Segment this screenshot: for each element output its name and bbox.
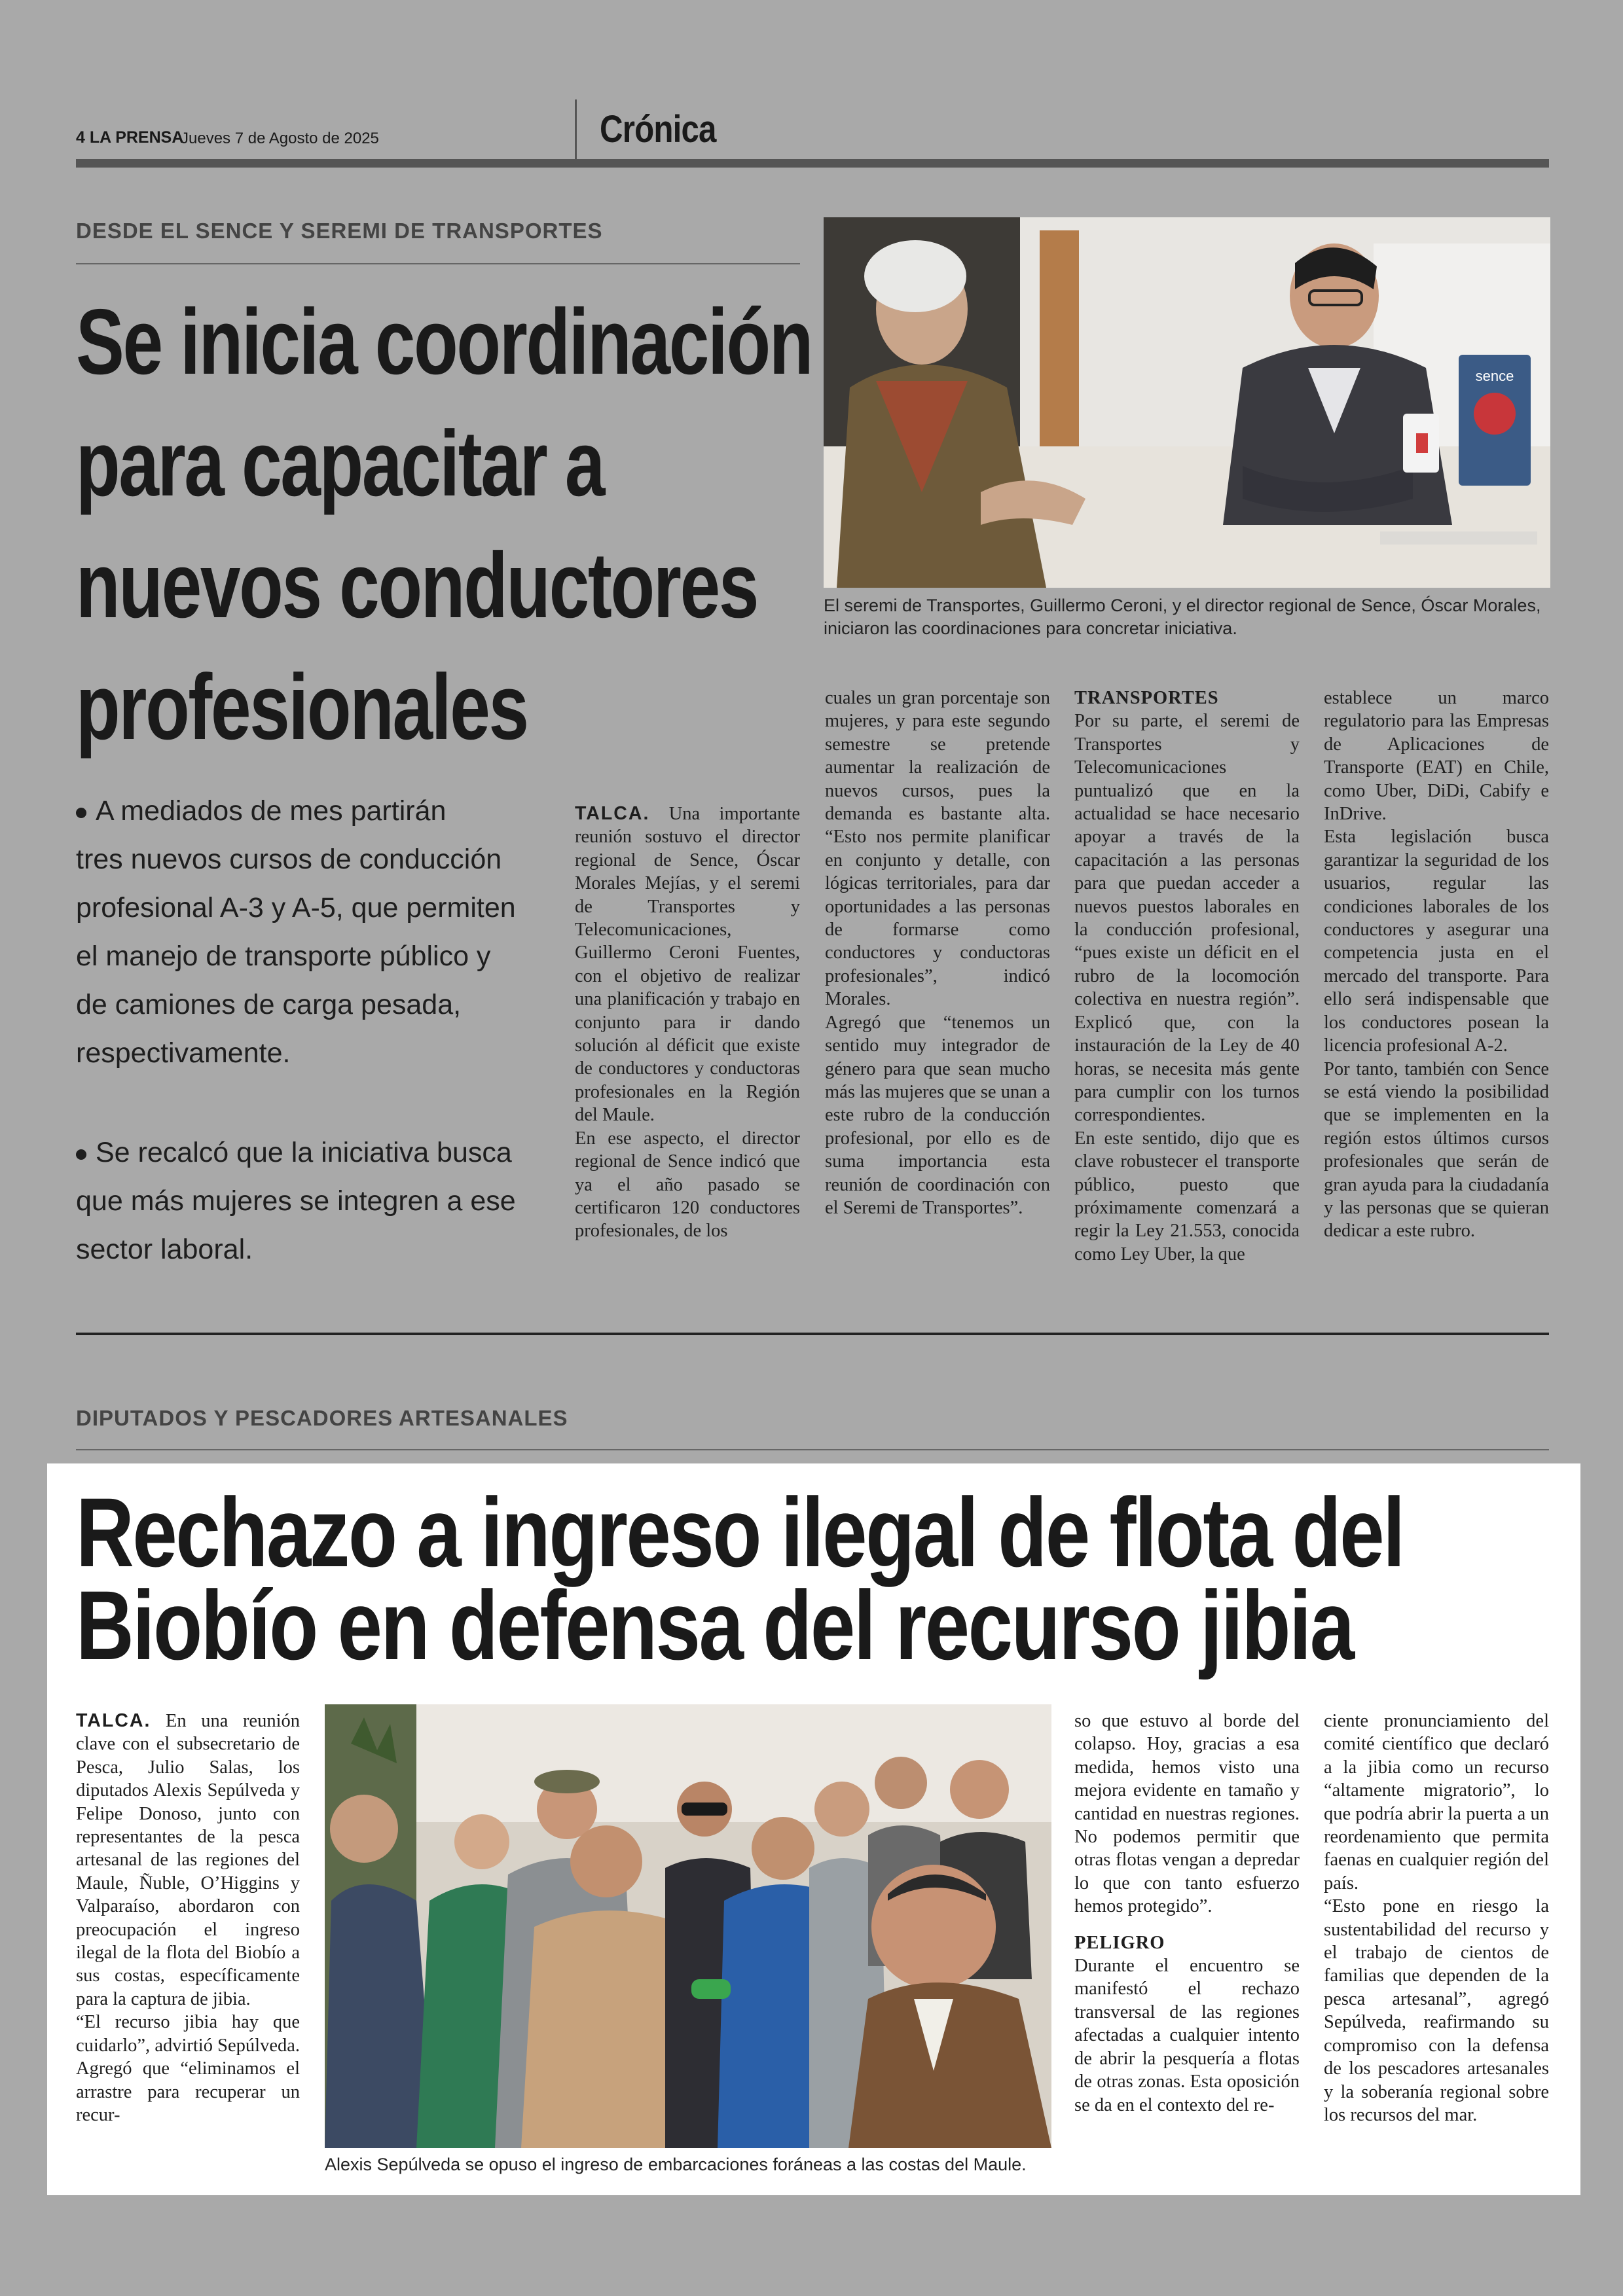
bullet-line: profesional A-3 y A-5, que permiten [76,892,516,924]
bullet-line: A mediados de mes partirán [96,795,447,827]
meeting-photo-caption: El seremi de Transportes, Guillermo Ceroni, y el director regional de Sence, Óscar Morales, iniciaron las coordinaciones para concretar iniciativa. [824,596,1541,638]
paper-name: LA PRENSA [89,128,184,147]
headline-line: Biobío en defensa del recurso jibia [76,1570,1353,1680]
bullet-line: de camiones de carga pesada, [76,989,462,1020]
body-paragraph: establece un marco regulatorio para las Empresas de Aplicaciones de Transporte (EAT) en Chile, como Uber, DiDi, Cabify e InDrive. [1324,688,1549,825]
headline-line: profesionales [76,655,528,759]
article1-column-2 [825,687,1050,1219]
body-paragraph: Agregó que “tenemos un sentido muy integrador de género para que sean mucho más las mujeres que se unan a este rubro de la conducción profesional, por ello es de suma importancia esta reunión de coordinación con el Seremi de Transportes”. [825,1012,1050,1218]
bullet-dot [76,1149,86,1160]
body-paragraph: Por tanto, también con Sence se está viendo la posibilidad que se implementen en la región estos últimos cursos profesionales que serán de gran ayuda para la ciudadanía y las personas que se quieran dedicar a este rubro. [1324,1058,1549,1242]
bullet-line: tres nuevos cursos de conducción [76,844,502,875]
body-paragraph: “El recurso jibia hay que cuidarlo”, advirtió Sepúlveda. Agregó que “eliminamos el arrastre para recuperar un recur- [76,2012,300,2125]
bullet-line: Se recalcó que la iniciativa busca [96,1137,512,1168]
headline-line: Rechazo a ingreso ilegal de flota del [76,1477,1404,1587]
body-paragraph: “Esto pone en riesgo la sustentabilidad del recurso y el trabajo de cientos de familias que dependen de la pesca artesanal”, agregó Sepúlveda, reafirmando su compromiso con la defensa de los pescadores artesanales y la soberanía regional sobre los recursos del mar. [1324,1896,1549,2125]
headline-line: para capacitar a [76,412,604,516]
group-photo-caption: Alexis Sepúlveda se opuso el ingreso de embarcaciones foráneas a las costas del Maule. [325,2155,1027,2174]
summary-bullet [76,1128,587,1274]
bullet-line: el manejo de transporte público y [76,941,491,972]
bullet-line: respectivamente. [76,1037,291,1069]
group-photo [325,1704,1051,2148]
body-paragraph: Por su parte, el seremi de Transportes y Telecomunicaciones puntualizó que en la actualidad se hace necesario apoyar a través de la capacitación a las personas para que puedan acceder a nuevos puestos laborales en la conducción profesional, “pues existe un déficit en el rubro de la locomoción colectiva en nuestra región”. Explicó que, con la instauración de la Ley de 40 horas, se necesita más gente para cumplir con los turnos correspondientes. [1074,711,1300,1126]
kicker-rule [76,263,800,264]
bullet-line: que más mujeres se integren a ese [76,1185,516,1217]
article1-headline [76,281,812,768]
kicker-rule [76,1449,1549,1450]
body-paragraph: En una reunión clave con el subsecretario de Pesca, Julio Salas, los diputados Alexis Sepúlveda y Felipe Donoso, junto con representantes de la pesca artesanal de las regiones del Maule, Ñuble, O’Higgins y Valparaíso, abordaron con preocupación el ingreso ilegal de la flota del Biobío a sus costas, específicamente para la captura de jibia. [76,1711,301,2009]
bullet-dot [76,808,86,818]
article1-kicker: DESDE EL SENCE Y SEREMI DE TRANSPORTES [76,219,603,243]
subhead: PELIGRO [1074,1932,1165,1953]
article2-headline [76,1477,1450,1680]
summary-bullet [76,787,587,1077]
sence-sign-text: sence [1475,368,1514,384]
body-paragraph: Durante el encuentro se manifestó el rechazo transversal de las regiones afectadas a cualquier intento de abrir la pesquería a flotas de otras zonas. Esta oposición se da en el contexto del re- [1074,1956,1300,2115]
article2-column-2 [1074,1710,1300,2117]
body-paragraph: En ese aspecto, el director regional de Sence indicó que ya el año pasado se certificaron 120 conductores profesionales, de los [575,1128,800,1242]
bullet-line: sector laboral. [76,1234,253,1265]
page-folio [76,128,183,147]
issue-date: Jueves 7 de Agosto de 2025 [181,130,379,147]
article2-column-1 [76,1710,300,2126]
meeting-photo [824,217,1550,588]
article-divider [76,1333,1549,1335]
dateline: TALCA. [575,803,650,824]
headline-line: Se inicia coordinación [76,290,812,394]
section-title: Crónica [600,108,716,151]
body-paragraph: cuales un gran porcentaje son mujeres, y para este segundo semestre se pretende aumentar la realización de nuevos cursos, pues la demanda es bastante alta. “Esto nos permite planificar en conjunto y detalle, con lógicas territoriales, para dar oportunidades a las personas de formarse como conductores y conductoras profesionales”, indicó Morales. [825,688,1050,1010]
page-number: 4 [76,128,85,147]
article2-column-3 [1324,1710,1549,2126]
body-paragraph: so que estuvo al borde del colapso. Hoy, gracias a esa medida, hemos visto una mejora evidente en tamaño y cantidad en nuestras regiones. No podemos permitir que otras flotas vengan a depredar lo que con tanto esfuerzo hemos protegido”. [1074,1711,1300,1917]
body-paragraph: En este sentido, dijo que es clave robustecer el transporte público, puesto que próximamente comenzará a regir la Ley 21.553, conocida como Ley Uber, la que [1074,1128,1300,1265]
body-paragraph: Una importante reunión sostuvo el director regional de Sence, Óscar Morales Mejías, y el seremi de Transportes y Telecomunicaciones, Guillermo Ceroni Fuentes, con el objetivo de realizar una planificación y trabajo en conjunto para ir dando solución al déficit que existe de conductores y conductoras profesionales en la Región del Maule. [575,804,800,1126]
article2-kicker: DIPUTADOS Y PESCADORES ARTESANALES [76,1406,568,1430]
body-paragraph: Esta legislación busca garantizar la seguridad de los usuarios, regular las condiciones laborales de los conductores y asegurar una competencia justa en el mercado del transporte. Para ello será indispensable que los conductores posean la licencia profesional A-2. [1324,827,1549,1056]
body-paragraph: ciente pronunciamiento del comité científico que declaró a la jibia como un recurso “altamente migratorio”, lo que podría abrir la puerta a un reordenamiento que permita faenas en cualquier región del país. [1324,1711,1549,1893]
header-separator [575,99,577,160]
article1-column-3 [1074,687,1300,1266]
dateline: TALCA. [76,1710,151,1731]
article1-column-1 [575,802,800,1243]
subhead: TRANSPORTES [1074,688,1219,708]
header-rule [76,159,1549,168]
article1-column-4 [1324,687,1549,1243]
headline-line: nuevos conductores [76,533,758,637]
